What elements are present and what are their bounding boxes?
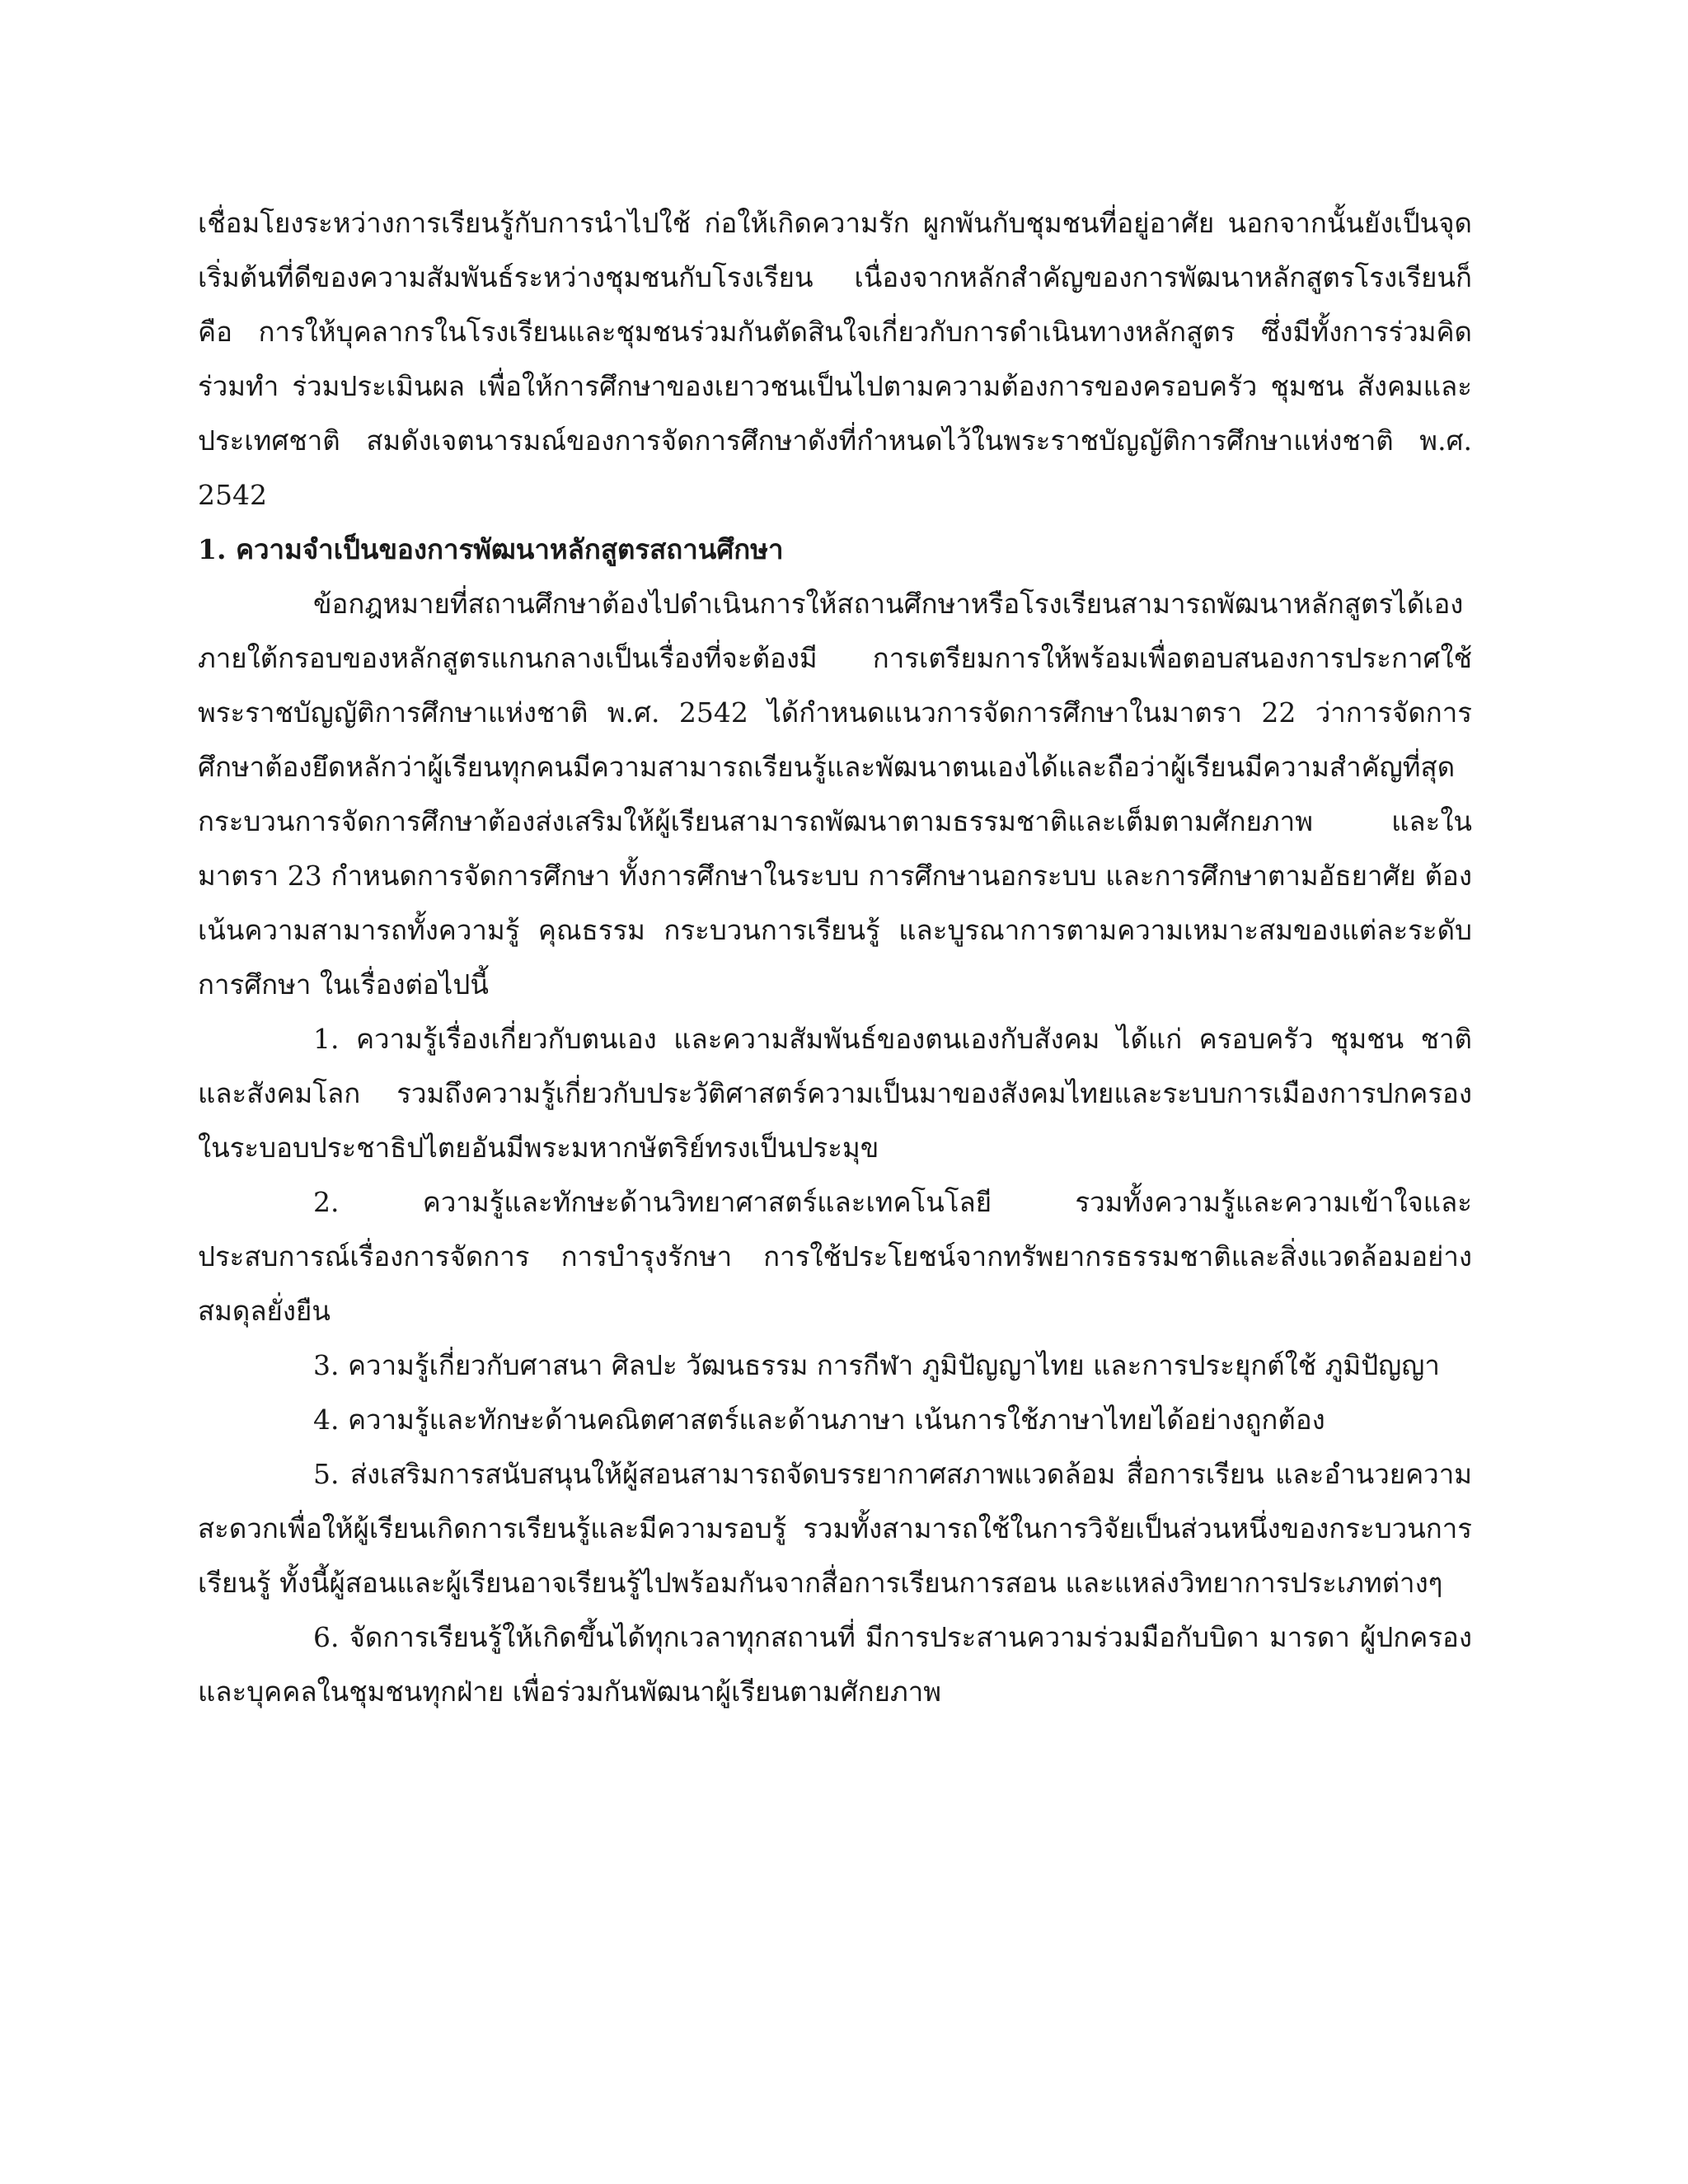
section-paragraph: ข้อกฎหมายที่สถานศึกษาต้องไปดำเนินการให้สถานศึกษาหรือโรงเรียนสามารถพัฒนาหลักสูตรได้เองภายใต้กรอบของหลักสูตรแกนกลางเป็นเรื่องที่จะต้องมี การเตรียมการให้พร้อมเพื่อตอบสนองการประกาศใช้พระราชบัญญัติการศึกษาแห่งชาติ พ.ศ. 2542 ได้กำหนดแนวการจัดการศึกษาในมาตรา 22 ว่าการจัดการศึกษาต้องยึดหลักว่าผู้เรียนทุกคนมีความสามารถเรียนรู้และพัฒนาตนเองได้และถือว่าผู้เรียนมีความสำคัญที่สุดกระบวนการจัดการศึกษาต้องส่งเสริมให้ผู้เรียนสามารถพัฒนาตามธรรมชาติและเต็มตามศักยภาพ และในมาตรา 23 กำหนดการจัดการศึกษา ทั้งการศึกษาในระบบ การศึกษานอกระบบ และการศึกษาตามอัธยาศัย ต้องเน้นความสามารถทั้งความรู้ คุณธรรม กระบวนการเรียนรู้ และบูรณาการตามความเหมาะสมของแต่ละระดับการศึกษา ในเรื่องต่อไปนี้ xyxy=(198,588,1472,1001)
document-page xyxy=(198,196,1472,1719)
list-item-4: 4. ความรู้และทักษะด้านคณิตศาสตร์และด้านภาษา เน้นการใช้ภาษาไทยได้อย่างถูกต้อง xyxy=(313,1404,1325,1436)
intro-paragraph: เชื่อมโยงระหว่างการเรียนรู้กับการนำไปใช้ ก่อให้เกิดความรัก ผูกพันกับชุมชนที่อยู่อาศัย นอกจากนั้นยังเป็นจุดเริ่มต้นที่ดีของความสัมพันธ์ระหว่างชุมชนกับโรงเรียน เนื่องจากหลักสำคัญของการพัฒนาหลักสูตรโรงเรียนก็คือ การให้บุคลากรในโรงเรียนและชุมชนร่วมกันตัดสินใจเกี่ยวกับการดำเนินทางหลักสูตร ซึ่งมีทั้งการร่วมคิด ร่วมทำ ร่วมประเมินผล เพื่อให้การศึกษาของเยาวชนเป็นไปตามความต้องการของครอบครัว ชุมชน สังคมและประเทศชาติ สมดังเจตนารมณ์ของการจัดการศึกษาดังที่กำหนดไว้ในพระราชบัญญัติการศึกษาแห่งชาติ พ.ศ. 2542 xyxy=(198,207,1472,511)
list-item-3: 3. ความรู้เกี่ยวกับศาสนา ศิลปะ วัฒนธรรม การกีฬา ภูมิปัญญาไทย และการประยุกต์ใช้ ภูมิปัญญา xyxy=(313,1349,1440,1381)
list-item-5: 5. ส่งเสริมการสนับสนุนให้ผู้สอนสามารถจัดบรรยากาศสภาพแวดล้อม สื่อการเรียน และอำนวยความสะดวกเพื่อให้ผู้เรียนเกิดการเรียนรู้และมีความรอบรู้ รวมทั้งสามารถใช้ในการวิจัยเป็นส่วนหนึ่งของกระบวนการเรียนรู้ ทั้งนี้ผู้สอนและผู้เรียนอาจเรียนรู้ไปพร้อมกันจากสื่อการเรียนการสอน และแหล่งวิทยาการประเภทต่างๆ xyxy=(198,1458,1472,1599)
list-item-2: 2. ความรู้และทักษะด้านวิทยาศาสตร์และเทคโนโลยี รวมทั้งความรู้และความเข้าใจและประสบการณ์เรื่องการจัดการ การบำรุงรักษา การใช้ประโยชน์จากทรัพยากรธรรมชาติและสิ่งแวดล้อมอย่างสมดุลยั่งยืน xyxy=(198,1186,1472,1327)
list-item-6: 6. จัดการเรียนรู้ให้เกิดขึ้นได้ทุกเวลาทุกสถานที่ มีการประสานความร่วมมือกับบิดา มารดา ผู้ปกครอง และบุคคลในชุมชนทุกฝ่าย เพื่อร่วมกันพัฒนาผู้เรียนตามศักยภาพ xyxy=(198,1621,1472,1708)
list-item-1: 1. ความรู้เรื่องเกี่ยวกับตนเอง และความสัมพันธ์ของตนเองกับสังคม ได้แก่ ครอบครัว ชุมชน ชาติ และสังคมโลก รวมถึงความรู้เกี่ยวกับประวัติศาสตร์ความเป็นมาของสังคมไทยและระบบการเมืองการปกครองในระบอบประชาธิปไตยอันมีพระมหากษัตริย์ทรงเป็นประมุข xyxy=(198,1023,1472,1164)
section-heading: 1. ความจำเป็นของการพัฒนาหลักสูตรสถานศึกษา xyxy=(198,533,784,565)
